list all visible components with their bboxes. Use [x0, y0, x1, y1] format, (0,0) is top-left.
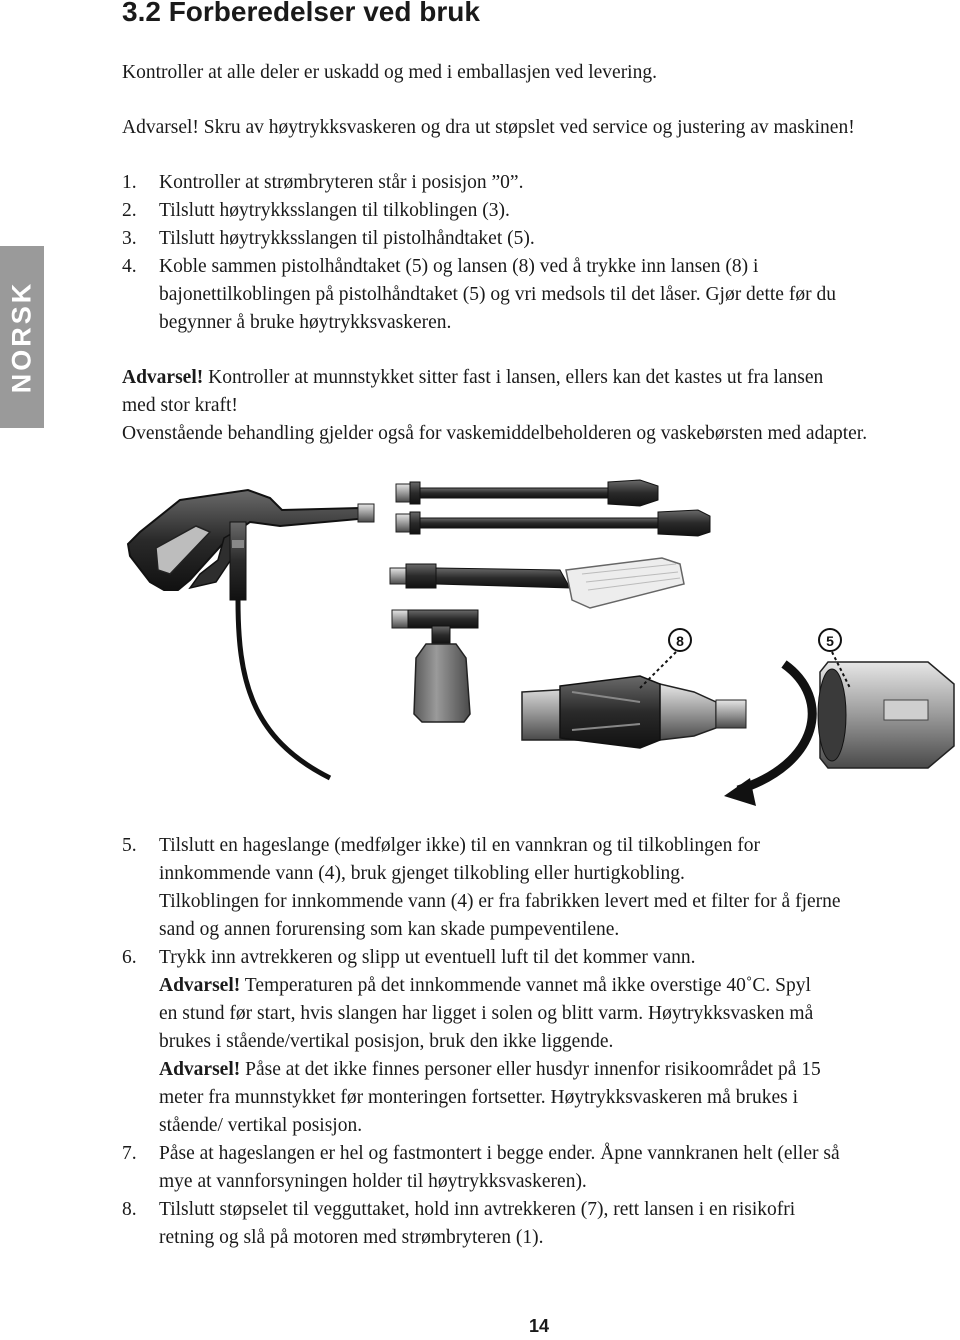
accessories-illustration: [120, 478, 960, 808]
step-8-text: Tilslutt støpselet til vegguttaket, hold inn avtrekkeren (7), rett lansen i en risikofri retning og slå på motoren med strømbryteren (1).: [159, 1199, 796, 1248]
step-5-text: Tilslutt en hageslange (medfølger ikke) til en vannkran og til tilkoblingen for innkommende vann (4), bruk gjenget tilkobling eller hurtigkobling. Tilkoblingen for innkommende vann (4) er fra fabrikken levert med et filter for å fjerne sand og annen forurensing som kan skade pumpeventilene.: [159, 835, 841, 940]
language-tab: [0, 246, 44, 428]
step-6-text: Trykk inn avtrekkeren og slipp ut eventuell luft til det kommer vann. Advarsel! Temperaturen på det innkommende vannet må ikke overstige 40˚C. Spyl en stund før start, hvis slangen har ligget i solen og blitt varm. Høytrykksvasken må brukes i stående/vertikal posisjon, bruk den ikke liggende. Advarsel! Påse at det ikke finnes personer eller husdyr innenfor risikoområdet på 15 meter fra munnstykket før monteringen fortsetter. Høytrykksvaskeren må brukes i stående/ vertikal posisjon.: [159, 947, 821, 1136]
callout-label-5: 5: [826, 633, 834, 649]
step-2-text: Tilslutt høytrykksslangen til tilkoblingen (3).: [159, 200, 510, 221]
intro-text: Kontroller at alle deler er uskadd og med i emballasjen ved levering.: [122, 62, 657, 83]
spray-gun-icon: [128, 490, 374, 778]
warning-label: Advarsel!: [159, 975, 241, 996]
step-4-text: Koble sammen pistolhåndtaket (5) og lansen (8) ved å trykke inn lansen (8) i bajonettilkoblingen på pistolhåndtaket (5) og vri medsols til det låser. Gjør dette før du begynner å bruke høytrykksvaskeren.: [159, 256, 836, 333]
wash-brush-icon: [390, 558, 684, 608]
detergent-bottle-icon: [392, 610, 478, 722]
callout-label-8: 8: [676, 633, 684, 649]
warning-top: Advarsel! Skru av høytrykksvaskeren og dra ut støpslet ved service og justering av maskinen!: [122, 117, 855, 138]
step-2-number: 2.: [122, 200, 137, 221]
lance-long-icon: [396, 480, 658, 506]
step-1-text: Kontroller at strømbryteren står i posisjon ”0”.: [159, 172, 524, 193]
warning-label: Advarsel!: [159, 1059, 241, 1080]
step-1-number: 1.: [122, 172, 137, 193]
step-3-number: 3.: [122, 228, 137, 249]
bayonet-coupling-icon: [522, 629, 954, 806]
page-number: 14: [528, 1316, 550, 1336]
lance-adjustable-icon: [396, 510, 710, 536]
step-3-text: Tilslutt høytrykksslangen til pistolhåndtaket (5).: [159, 228, 535, 249]
step-8-number: 8.: [122, 1199, 137, 1220]
step-4-number: 4.: [122, 256, 137, 277]
step-7-number: 7.: [122, 1143, 137, 1164]
language-tab-label: NORSK: [6, 280, 37, 394]
warning-block: Advarsel! Kontroller at munnstykket sitter fast i lansen, ellers kan det kastes ut fra lansen med stor kraft! Ovenstående behandling gjelder også for vaskemiddelbeholderen og vaskebørsten med adapter.: [122, 367, 868, 444]
section-heading: 3.2 Forberedelser ved bruk: [122, 0, 480, 27]
step-6-number: 6.: [122, 947, 137, 968]
warning-label: Advarsel!: [122, 367, 204, 388]
step-5-number: 5.: [122, 835, 137, 856]
step-7-text: Påse at hageslangen er hel og fastmontert i begge ender. Åpne vannkranen helt (eller så mye at vannforsyningen holder til høytrykksvaskeren).: [159, 1143, 840, 1192]
